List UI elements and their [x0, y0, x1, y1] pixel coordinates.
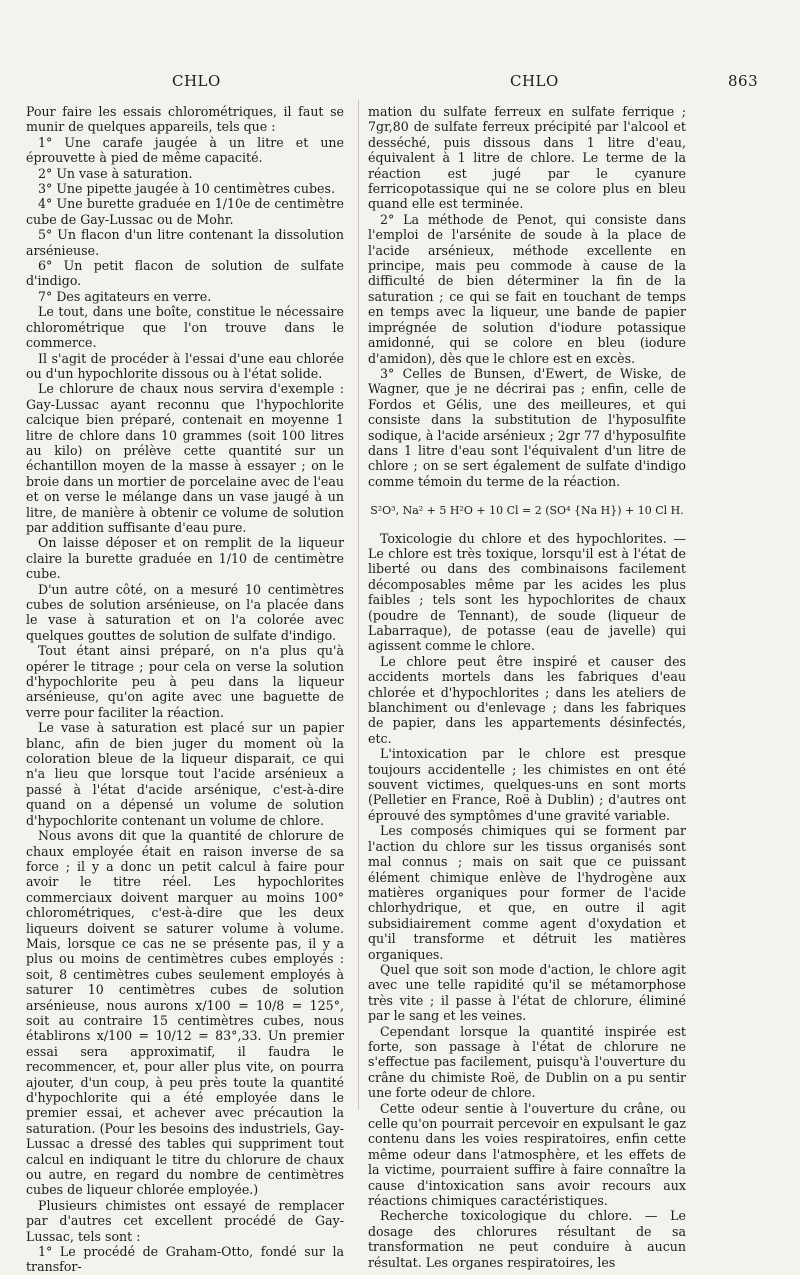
- paragraph: Le tout, dans une boîte, constitue le nécessaire chlorométrique que l'on trouve dans le commerce.: [26, 304, 344, 351]
- right-column: [368, 104, 686, 1270]
- paragraph: mation du sulfate ferreux en sulfate ferrique ; 7gr,80 de sulfate ferreux précipité par l'alcool et desséché, puis dissous dans 1 litre d'eau, équivalent à 1 litre de chlore. Le terme de la réaction est jugé par le cyanure ferricopotassique qui ne se colore plus en bleu quand elle est terminée.: [368, 104, 686, 212]
- paragraph: L'intoxication par le chlore est presque toujours accidentelle ; les chimistes en ont été souvent victimes, quelques-uns en sont morts (Pelletier en France, Roë à Dublin) ; d'autres ont éprouvé des symptômes d'une gravité variable.: [368, 746, 686, 823]
- paragraph: 1° Le procédé de Graham-Otto, fondé sur la transfor-: [26, 1244, 344, 1275]
- paragraph: 3° Celles de Bunsen, d'Ewert, de Wiske, de Wagner, que je ne décrirai pas ; enfin, celle de Fordos et Gélis, une des meilleures, et qui consiste dans la substitution de l'hyposulfite sodique, à l'acide arsénieux ; 2gr 77 d'hyposulfite dans 1 litre d'eau sont l'équivalent d'un litre de chlore ; on se sert également de sulfate d'indigo comme témoin du terme de la réaction.: [368, 365, 686, 489]
- chemical-equation: S²O³, Na² + 5 H²O + 10 Cl = 2 (SO⁴ {Na H}) + 10 Cl H.: [370, 504, 684, 518]
- paragraph: Pour faire les essais chlorométriques, il faut se munir de quelques appareils, tels que :: [26, 104, 344, 135]
- list-item: 5° Un flacon d'un litre contenant la dissolution arsénieuse.: [26, 227, 344, 258]
- paragraph: Plusieurs chimistes ont essayé de remplacer par d'autres cet excellent procédé de Gay-Lussac, tels sont :: [26, 1197, 344, 1244]
- running-head-center: CHLO: [510, 72, 559, 90]
- running-head-left: CHLO: [172, 72, 221, 90]
- paragraph: Le vase à saturation est placé sur un papier blanc, afin de bien juger du moment où la coloration bleue de la liqueur disparait, ce qui n'a lieu que lorsque tout l'acide arsénieux a passé à l'état d'acide arsénique, c'est-à-dire quand on a dépensé un volume de solution d'hypochlorite contenant un volume de chlore.: [26, 720, 344, 828]
- list-item: 4° Une burette graduée en 1/10e de centimètre cube de Gay-Lussac ou de Mohr.: [26, 196, 344, 227]
- list-item: 1° Une carafe jaugée à un litre et une éprouvette à pied de même capacité.: [26, 134, 344, 166]
- page-number: 863: [728, 72, 759, 90]
- list-item: 6° Un petit flacon de solution de sulfate d'indigo.: [26, 258, 344, 289]
- column-divider: [358, 100, 359, 1110]
- paragraph: Nous avons dit que la quantité de chlorure de chaux employée était en raison inverse de sa force ; il y a donc un petit calcul à faire pour avoir le titre réel. Les hypochlorites commerciaux doivent marquer au moins 100° chlorométriques, c'est-à-dire que les deux liqueurs doivent se saturer volume à volume. Mais, lorsque ce cas ne se présente pas, il y a plus ou moins de centimètres cubes employés : soit, 8 centimètres cubes seulement employés à saturer 10 centimètres cubes de solution arsénieuse, nous aurons x/100 = 10/8 = 125°, soit au contraire 15 centimètres cubes, nous établirons x/100 = 10/12 = 83°,33. Un premier essai sera approximatif, il faudra le recommencer, et, pour aller plus vite, on pourra ajouter, d'un coup, à peu près toute la quantité d'hypochlorite qui a été employée dans le premier essai, et achever avec précaution la saturation. (Pour les besoins des industriels, Gay-Lussac a dressé des tables qui suppriment tout calcul en indiquant le titre du chlorure de chaux ou autre, en regard du nombre de centimètres cubes de liqueur chlorée employée.): [26, 828, 344, 1198]
- paragraph: Il s'agit de procéder à l'essai d'une eau chlorée ou d'un hypochlorite dissous ou à l'état solide.: [26, 350, 344, 381]
- left-column: [26, 104, 344, 1275]
- paragraph: 2° La méthode de Penot, qui consiste dans l'emploi de l'arsénite de soude à la place de l'acide arsénieux, méthode excellente en principe, mais peu commode à cause de la difficulté de bien déterminer la fin de la saturation ; ce qui se fait en touchant de temps en temps avec la liqueur, une bande de papier imprégnée de solution d'iodure potassique amidonné, qui se colore en bleu (iodure d'amidon), dès que le chlore est en excès.: [368, 211, 686, 366]
- paragraph: Cependant lorsque la quantité inspirée est forte, son passage à l'état de chlorure ne s'effectue pas facilement, puisqu'à l'ouverture du crâne du chimiste Roë, de Dublin on a pu sentir une forte odeur de chlore.: [368, 1023, 686, 1101]
- paragraph: Le chlorure de chaux nous servira d'exemple : Gay-Lussac ayant reconnu que l'hypochlorite calcique bien préparé, contenait en moyenne 1 litre de chlore dans 10 grammes (soit 100 litres au kilo) on prélève cette quantité sur un échantillon moyen de la masse à essayer ; on le broie dans un mortier de porcelaine avec de l'eau et on verse le mélange dans un vase jaugé à un litre, de manière à obtenir ce volume de solution par addition suffisante d'eau pure.: [26, 381, 344, 535]
- list-item: 2° Un vase à saturation.: [38, 165, 193, 181]
- paragraph: Les composés chimiques qui se forment par l'action du chlore sur les tissus organisés sont mal connus ; mais on sait que ce puissant élément chimique enlève de l'hydrogène aux matières organiques pour former de l'acide chlorhydrique, et que, en outre il agit subsidiairement comme agent d'oxydation et qu'il transforme et détruit les matières organiques.: [368, 823, 686, 962]
- paragraph: Quel que soit son mode d'action, le chlore agit avec une telle rapidité qu'il se métamorphose très vite ; il passe à l'état de chlorure, éliminé par le sang et les veines.: [368, 961, 686, 1024]
- list-item: 7° Des agitateurs en verre.: [38, 288, 212, 304]
- paragraph: Le chlore peut être inspiré et causer des accidents mortels dans les fabriques d'eau chlorée et d'hypochlorites ; dans les ateliers de blanchiment ou d'enlevage ; dans les fabriques de papier, dans les appartements désinfectés, etc.: [368, 653, 686, 746]
- paragraph: Recherche toxicologique du chlore. — Le dosage des chlorures résultant de sa transformation ne peut conduire à aucun résultat. Les organes respiratoires, les: [368, 1208, 686, 1270]
- list-item: 3° Une pipette jaugée à 10 centimètres cubes.: [38, 181, 335, 197]
- section-heading-paragraph: Toxicologie du chlore et des hypochlorites. — Le chlore est très toxique, lorsqu'il est à l'état de liberté ou dans des combinaisons facilement décomposables même par les acides les plus faibles ; tels sont les hypochlorites de chaux (poudre de Tennant), de soude (liqueur de Labarraque), de potasse (eau de javelle) qui agissent comme le chlore.: [368, 530, 686, 654]
- paragraph: Tout étant ainsi préparé, on n'a plus qu'à opérer le titrage ; pour cela on verse la solution d'hypochlorite peu à peu dans la liqueur arsénieuse, qu'on agite avec une baguette de verre pour faciliter la réaction.: [26, 643, 344, 720]
- paragraph: Cette odeur sentie à l'ouverture du crâne, ou celle qu'on pourrait percevoir en expulsant le gaz contenu dans les voies respiratoires, enfin cette même odeur dans l'atmosphère, et les effets de la victime, pourraient suffire à faire connaître la cause d'intoxication sans avoir recours aux réactions chimiques caractéristiques.: [368, 1100, 686, 1209]
- paragraph: D'un autre côté, on a mesuré 10 centimètres cubes de solution arsénieuse, on l'a placée dans le vase à saturation et on l'a colorée avec quelques gouttes de solution de sulfate d'indigo.: [26, 581, 344, 643]
- paragraph: On laisse déposer et on remplit de la liqueur claire la burette graduée en 1/10 de centimètre cube.: [26, 535, 344, 582]
